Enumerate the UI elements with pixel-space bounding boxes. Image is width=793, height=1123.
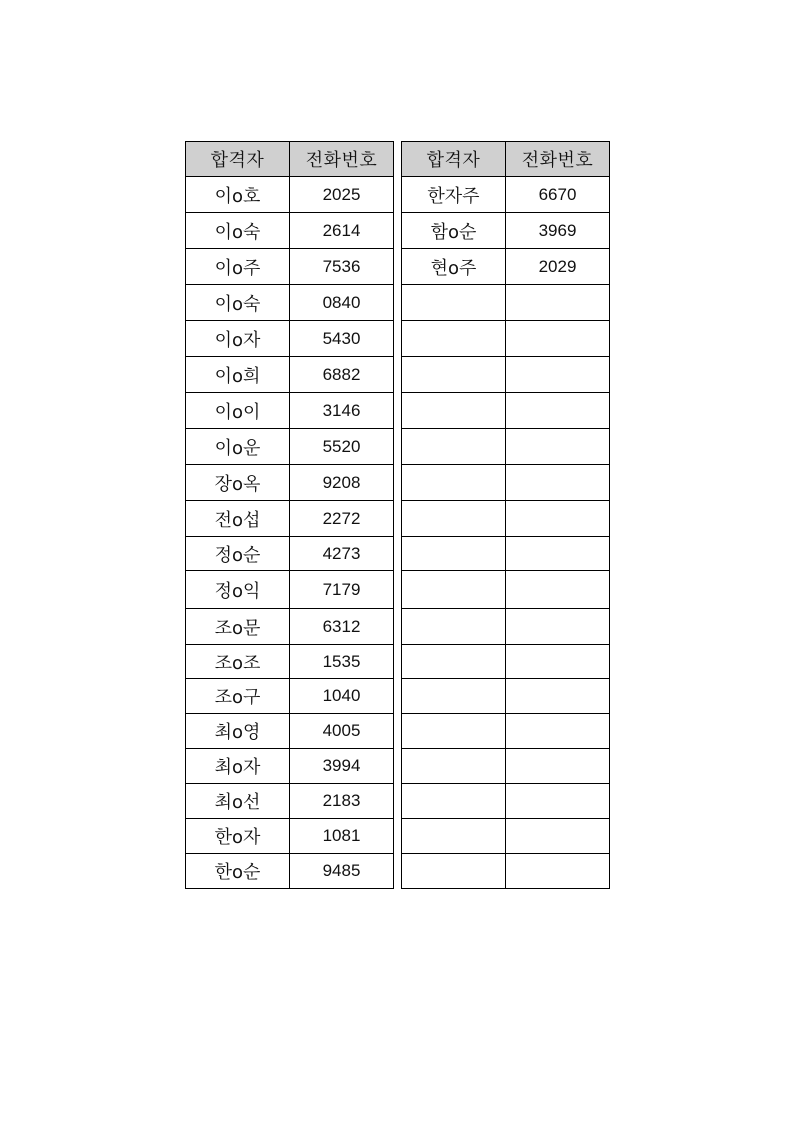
table-row [402,679,610,714]
table-row [402,465,610,501]
phone-cell: 5520 [290,429,394,465]
phone-cell [506,357,610,393]
phone-cell: 6882 [290,357,394,393]
table-row [402,429,610,465]
table-row [402,645,610,679]
name-cell [402,714,506,749]
table-row [186,784,394,819]
phone-cell: 1040 [290,679,394,714]
name-cell: 함o순 [402,213,506,249]
phone-cell: 9485 [290,854,394,889]
name-cell [402,285,506,321]
name-cell [402,854,506,889]
phone-cell: 4005 [290,714,394,749]
table-row [402,571,610,609]
name-cell [402,537,506,571]
phone-cell: 7536 [290,249,394,285]
name-cell [402,679,506,714]
table-row [186,537,394,571]
table-row [402,749,610,784]
table-row [186,854,394,889]
table-row [402,819,610,854]
phone-cell [506,749,610,784]
name-cell [402,819,506,854]
name-cell: 장o옥 [186,465,290,501]
name-cell [402,571,506,609]
table-row [402,285,610,321]
header-phone: 전화번호 [506,142,610,177]
table-row [186,501,394,537]
table-row [402,537,610,571]
table-row [186,645,394,679]
phone-cell: 6670 [506,177,610,213]
phone-cell: 1081 [290,819,394,854]
phone-cell [506,501,610,537]
table-row [402,321,610,357]
name-cell: 이o호 [186,177,290,213]
name-cell: 조o조 [186,645,290,679]
phone-cell: 2025 [290,177,394,213]
phone-cell: 3994 [290,749,394,784]
phone-cell: 5430 [290,321,394,357]
phone-cell: 7179 [290,571,394,609]
name-cell: 전o섭 [186,501,290,537]
name-cell: 한o자 [186,819,290,854]
phone-cell [506,537,610,571]
phone-cell: 3969 [506,213,610,249]
phone-cell [506,571,610,609]
phone-cell [506,285,610,321]
name-cell [402,465,506,501]
name-cell: 최o자 [186,749,290,784]
name-cell [402,609,506,645]
phone-cell: 2029 [506,249,610,285]
phone-cell: 2614 [290,213,394,249]
name-cell: 이o숙 [186,285,290,321]
table-row [186,571,394,609]
name-cell: 정o익 [186,571,290,609]
name-cell [402,357,506,393]
table-row [402,784,610,819]
name-cell [402,645,506,679]
name-cell: 한o순 [186,854,290,889]
table-row [186,285,394,321]
phone-cell: 4273 [290,537,394,571]
table-row [402,213,610,249]
header-row [402,142,610,177]
table-row [186,465,394,501]
name-cell: 최o선 [186,784,290,819]
name-cell [402,501,506,537]
table-row [186,714,394,749]
table-row [186,679,394,714]
name-cell: 최o영 [186,714,290,749]
phone-cell: 6312 [290,609,394,645]
roster-table-right [401,141,610,889]
header-name: 합격자 [186,142,290,177]
phone-cell [506,714,610,749]
header-phone: 전화번호 [290,142,394,177]
name-cell: 조o구 [186,679,290,714]
name-cell [402,749,506,784]
table-row [186,357,394,393]
name-cell: 이o주 [186,249,290,285]
name-cell: 이o이 [186,393,290,429]
table-row [402,249,610,285]
table-row [186,609,394,645]
phone-cell [506,393,610,429]
phone-cell: 1535 [290,645,394,679]
table-row [186,213,394,249]
table-row [186,429,394,465]
name-cell [402,393,506,429]
table-row [402,609,610,645]
phone-cell [506,679,610,714]
phone-cell [506,645,610,679]
table-row [186,749,394,784]
table-row [402,854,610,889]
table-row [186,249,394,285]
header-name: 합격자 [402,142,506,177]
phone-cell [506,819,610,854]
name-cell [402,429,506,465]
phone-cell [506,429,610,465]
table-row [402,393,610,429]
phone-cell: 3146 [290,393,394,429]
phone-cell: 2272 [290,501,394,537]
phone-cell: 0840 [290,285,394,321]
name-cell: 이o운 [186,429,290,465]
table-row [186,819,394,854]
name-cell: 현o주 [402,249,506,285]
name-cell: 조o문 [186,609,290,645]
phone-cell: 9208 [290,465,394,501]
table-row [186,321,394,357]
name-cell: 이o숙 [186,213,290,249]
roster-table-left [185,141,394,889]
header-row [186,142,394,177]
table-row [186,177,394,213]
table-row [402,714,610,749]
phone-cell [506,784,610,819]
table-row [402,501,610,537]
name-cell [402,784,506,819]
phone-cell [506,321,610,357]
name-cell: 이o희 [186,357,290,393]
name-cell [402,321,506,357]
phone-cell: 2183 [290,784,394,819]
phone-cell [506,609,610,645]
table-row [402,357,610,393]
name-cell: 이o자 [186,321,290,357]
name-cell: 정o순 [186,537,290,571]
phone-cell [506,854,610,889]
phone-cell [506,465,610,501]
table-row [402,177,610,213]
table-row [186,393,394,429]
name-cell: 한자주 [402,177,506,213]
